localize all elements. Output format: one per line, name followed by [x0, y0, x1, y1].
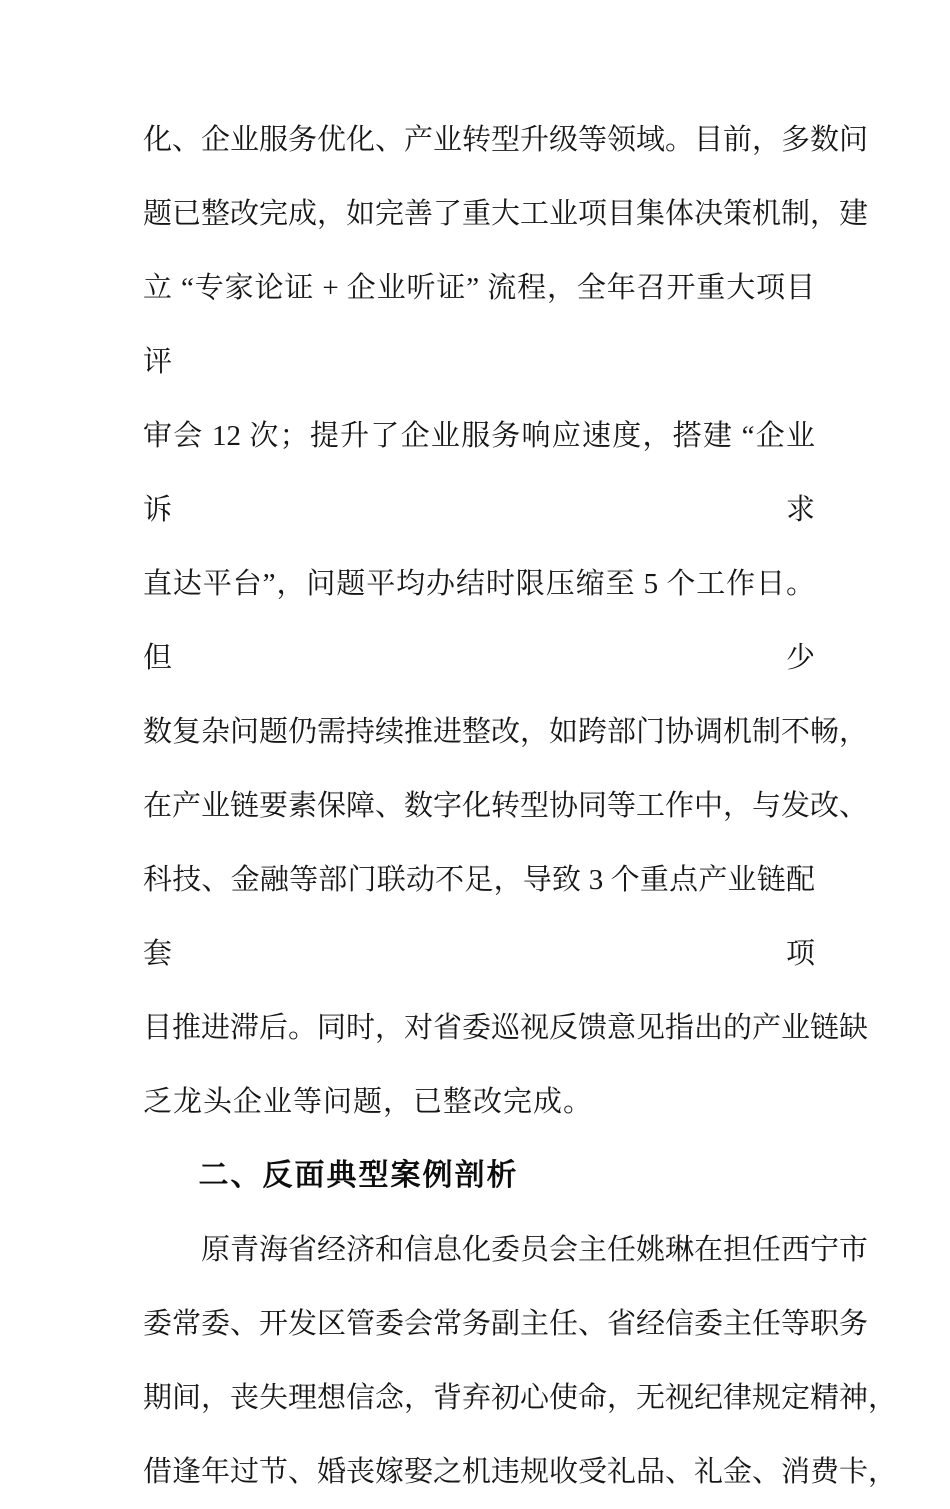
text-line: 数复杂问题仍需持续推进整改，如跨部门协调机制不畅， — [143, 716, 869, 748]
text-line: 审会 12 次；提升了企业服务响应速度，搭建 “企业诉求 — [143, 420, 815, 526]
text-line: 目推进滞后。同时，对省委巡视反馈意见指出的产业链缺 — [143, 1012, 869, 1044]
text-line: 题已整改完成，如完善了重大工业项目集体决策机制，建 — [143, 198, 869, 230]
text-line: 化、企业服务优化、产业转型升级等领域。目前，多数问 — [143, 124, 869, 156]
paragraph-rectification-progress — [143, 103, 869, 1139]
text-line: 立 “专家论证 + 企业听证” 流程，全年召开重大项目评 — [143, 272, 815, 378]
document-text-block — [143, 103, 898, 1509]
text-line: 期间，丧失理想信念，背弃初心使命，无视纪律规定精神， — [143, 1382, 898, 1414]
text-line: 在产业链要素保障、数字化转型协同等工作中，与发改、 — [143, 790, 869, 822]
text-line: 乏龙头企业等问题，已整改完成。 — [143, 1086, 594, 1118]
text-line: 借逢年过节、婚丧嫁娶之机违规收受礼品、礼金、消费卡， — [143, 1456, 898, 1488]
text-line: 科技、金融等部门联动不足，导致 3 个重点产业链配套项 — [143, 864, 815, 970]
text-line: 委常委、开发区管委会常务副主任、省经信委主任等职务 — [143, 1308, 869, 1340]
text-line: 直达平台”，问题平均办结时限压缩至 5 个工作日。但少 — [143, 568, 815, 674]
section-heading: 二、反面典型案例剖析 — [198, 1159, 519, 1192]
text-line: 原青海省经济和信息化委员会主任姚琳在担任西宁市 — [201, 1234, 869, 1266]
paragraph-case-analysis — [143, 1213, 898, 1509]
